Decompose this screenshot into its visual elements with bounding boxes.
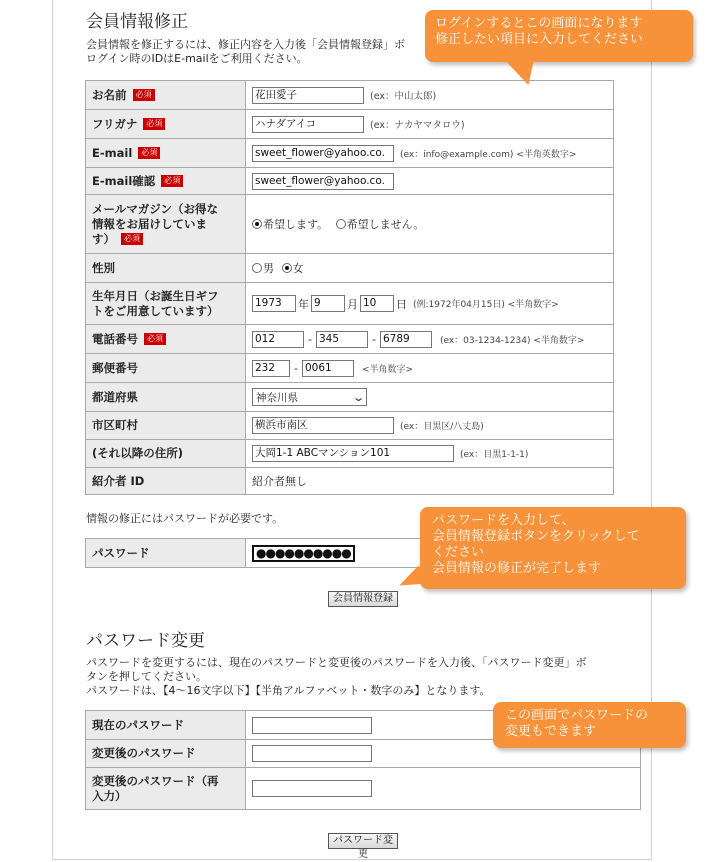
intro-line-1: 会員情報を修正するには、修正内容を入力後「会員情報登録」ボ bbox=[86, 38, 405, 51]
callout-change bbox=[493, 702, 686, 748]
phone-label: 電話番号 bbox=[92, 331, 138, 346]
pw-desc-line-3: パスワードは、【4～16文字以下】【半角アルファベット・数字のみ】となります。 bbox=[86, 684, 491, 697]
name-hint: (ex：中山太郎) bbox=[370, 91, 437, 102]
birth-month-input[interactable]: 9 bbox=[311, 295, 345, 312]
magazine-no-radio[interactable] bbox=[336, 219, 346, 229]
password-change-title: パスワード変更 bbox=[86, 631, 205, 651]
gender-label: 性別 bbox=[92, 260, 115, 275]
referrer-value: 紹介者無し bbox=[252, 475, 307, 488]
new-password-label: 変更後のパスワード bbox=[92, 746, 196, 760]
confirm-password-label-2: 入力） bbox=[92, 788, 127, 803]
required-badge: 必須 bbox=[121, 233, 143, 245]
row-magazine bbox=[86, 195, 614, 254]
row-phone bbox=[86, 325, 614, 354]
birth-day-input[interactable]: 10 bbox=[360, 295, 394, 312]
phone-dash: - bbox=[308, 332, 312, 346]
row-city bbox=[86, 412, 614, 440]
zip-hint: <半角数字> bbox=[361, 364, 414, 375]
kana-hint: (ex：ナカヤマタロウ) bbox=[370, 120, 465, 131]
kana-label: フリガナ bbox=[92, 116, 138, 131]
row-kana bbox=[86, 110, 614, 139]
callout-password-line-1: パスワードを入力して、 bbox=[432, 513, 575, 528]
month-unit: 月 bbox=[347, 297, 358, 311]
callout-change-line-2: 変更もできます bbox=[505, 724, 597, 739]
pref-value: 神奈川県 bbox=[256, 391, 298, 404]
phone-2-input[interactable]: 345 bbox=[316, 331, 368, 348]
city-label: 市区町村 bbox=[92, 418, 138, 432]
intro-line-2: ログイン時のIDはE-mailをご利用ください。 bbox=[86, 52, 308, 65]
page-title: 会員情報修正 bbox=[86, 12, 188, 32]
callout-login-line-2: 修正したい項目に入力してください bbox=[435, 32, 644, 47]
required-badge: 必須 bbox=[144, 333, 166, 345]
callout-change-line-1: この画面でパスワードの bbox=[505, 708, 649, 723]
city-hint: (ex：目黒区/八丈島) bbox=[400, 422, 484, 432]
magazine-yes-label: 希望します。 bbox=[263, 218, 329, 231]
birthday-label-2: トをご用意しています） bbox=[92, 303, 219, 318]
name-label-cell bbox=[86, 81, 246, 110]
email-input[interactable]: sweet_flower@yahoo.co. bbox=[252, 145, 394, 162]
current-password-input[interactable] bbox=[252, 717, 372, 734]
zip-dash: - bbox=[294, 361, 298, 375]
phone-hint: (ex：03-1234-1234) <半角数字> bbox=[439, 335, 585, 346]
birthday-hint: (例:1972年04月15日) <半角数字> bbox=[413, 300, 559, 310]
city-input[interactable]: 横浜市南区 bbox=[252, 417, 394, 434]
password-input[interactable]: ●●●●●●●●●● bbox=[252, 545, 355, 562]
password-note: 情報の修正にはパスワードが必要です。 bbox=[86, 512, 284, 525]
magazine-label-cell bbox=[86, 195, 246, 254]
gender-female-radio[interactable] bbox=[282, 263, 292, 273]
address-input[interactable]: 大岡1-1 ABCマンション101 bbox=[252, 445, 454, 462]
row-address bbox=[86, 440, 614, 468]
gender-male-label: 男 bbox=[263, 262, 274, 275]
magazine-label-1: メールマガジン（お得な bbox=[92, 201, 218, 216]
address-label: (それ以降の住所) bbox=[92, 446, 184, 460]
gender-female-label: 女 bbox=[292, 262, 304, 275]
current-password-label: 現在のパスワード bbox=[92, 717, 184, 732]
kana-input[interactable]: ハナダアイコ bbox=[252, 116, 364, 133]
confirm-password-input[interactable] bbox=[252, 780, 372, 797]
new-password-input[interactable] bbox=[252, 745, 372, 762]
confirm-password-label-1: 変更後のパスワード（再 bbox=[92, 773, 219, 788]
required-badge: 必須 bbox=[133, 89, 155, 101]
phone-dash: - bbox=[371, 332, 376, 346]
row-email bbox=[86, 139, 614, 168]
row-confirm-password bbox=[86, 768, 641, 810]
zip-1-input[interactable]: 232 bbox=[252, 360, 290, 377]
row-birthday bbox=[86, 283, 614, 325]
password-label: パスワード bbox=[92, 545, 150, 560]
required-badge: 必須 bbox=[143, 118, 165, 130]
callout-password bbox=[420, 507, 686, 589]
email-confirm-label: E-mail確認 bbox=[92, 173, 156, 188]
zip-label: 郵便番号 bbox=[92, 360, 138, 375]
phone-1-input[interactable]: 012 bbox=[252, 331, 304, 348]
magazine-yes-radio[interactable] bbox=[252, 219, 262, 229]
callout-password-line-3: ください bbox=[432, 545, 485, 560]
year-unit: 年 bbox=[298, 297, 309, 311]
name-label: お名前 bbox=[92, 87, 127, 102]
zip-2-input[interactable]: 0061 bbox=[302, 360, 354, 377]
member-info-table bbox=[85, 80, 614, 495]
magazine-label-3: す） bbox=[92, 231, 115, 246]
birthday-label-1: 生年月日（お誕生日ギフ bbox=[92, 288, 219, 303]
email-hint: (ex：info@example.com) <半角英数字> bbox=[400, 149, 577, 160]
gender-male-radio[interactable] bbox=[252, 263, 262, 273]
address-hint: (ex：目黒1-1-1) bbox=[460, 450, 529, 460]
magazine-no-label: 希望しません。 bbox=[346, 218, 425, 231]
pw-desc-line-1: パスワードを変更するには、現在のパスワードと変更後のパスワードを入力後、「パスワード変更」ボ bbox=[86, 656, 587, 669]
email-confirm-input[interactable]: sweet_flower@yahoo.co. bbox=[252, 173, 394, 190]
row-email-confirm bbox=[86, 168, 614, 195]
row-referrer bbox=[86, 468, 614, 495]
birth-year-input[interactable]: 1973 bbox=[252, 295, 296, 312]
callout-login bbox=[425, 10, 693, 62]
pref-label: 都道府県 bbox=[92, 389, 138, 404]
pref-select[interactable] bbox=[252, 388, 367, 406]
day-unit: 日 bbox=[396, 297, 407, 311]
password-change-desc bbox=[86, 656, 636, 698]
row-gender bbox=[86, 254, 614, 283]
callout-password-line-4: 会員情報の修正が完了します bbox=[432, 561, 602, 576]
password-change-button[interactable]: パスワード変更 bbox=[328, 833, 398, 849]
name-input[interactable]: 花田愛子 bbox=[252, 87, 364, 104]
pw-desc-line-2: タンを押してください。 bbox=[86, 670, 207, 683]
callout-login-line-1: ログインするとこの画面になります bbox=[435, 16, 643, 31]
magazine-label-2: 情報をお届けしていま bbox=[92, 216, 207, 231]
chevron-down-icon: ⌄ bbox=[351, 390, 365, 404]
member-register-button[interactable]: 会員情報登録 bbox=[328, 591, 398, 607]
required-badge: 必須 bbox=[138, 147, 160, 159]
row-zip bbox=[86, 354, 614, 383]
email-label: E-mail bbox=[92, 145, 133, 160]
phone-3-input[interactable]: 6789 bbox=[380, 331, 432, 348]
required-badge: 必須 bbox=[161, 175, 183, 187]
referrer-label: 紹介者 ID bbox=[92, 473, 145, 488]
callout-password-line-2: 会員情報登録ボタンをクリックして bbox=[432, 529, 640, 544]
row-pref bbox=[86, 383, 614, 412]
